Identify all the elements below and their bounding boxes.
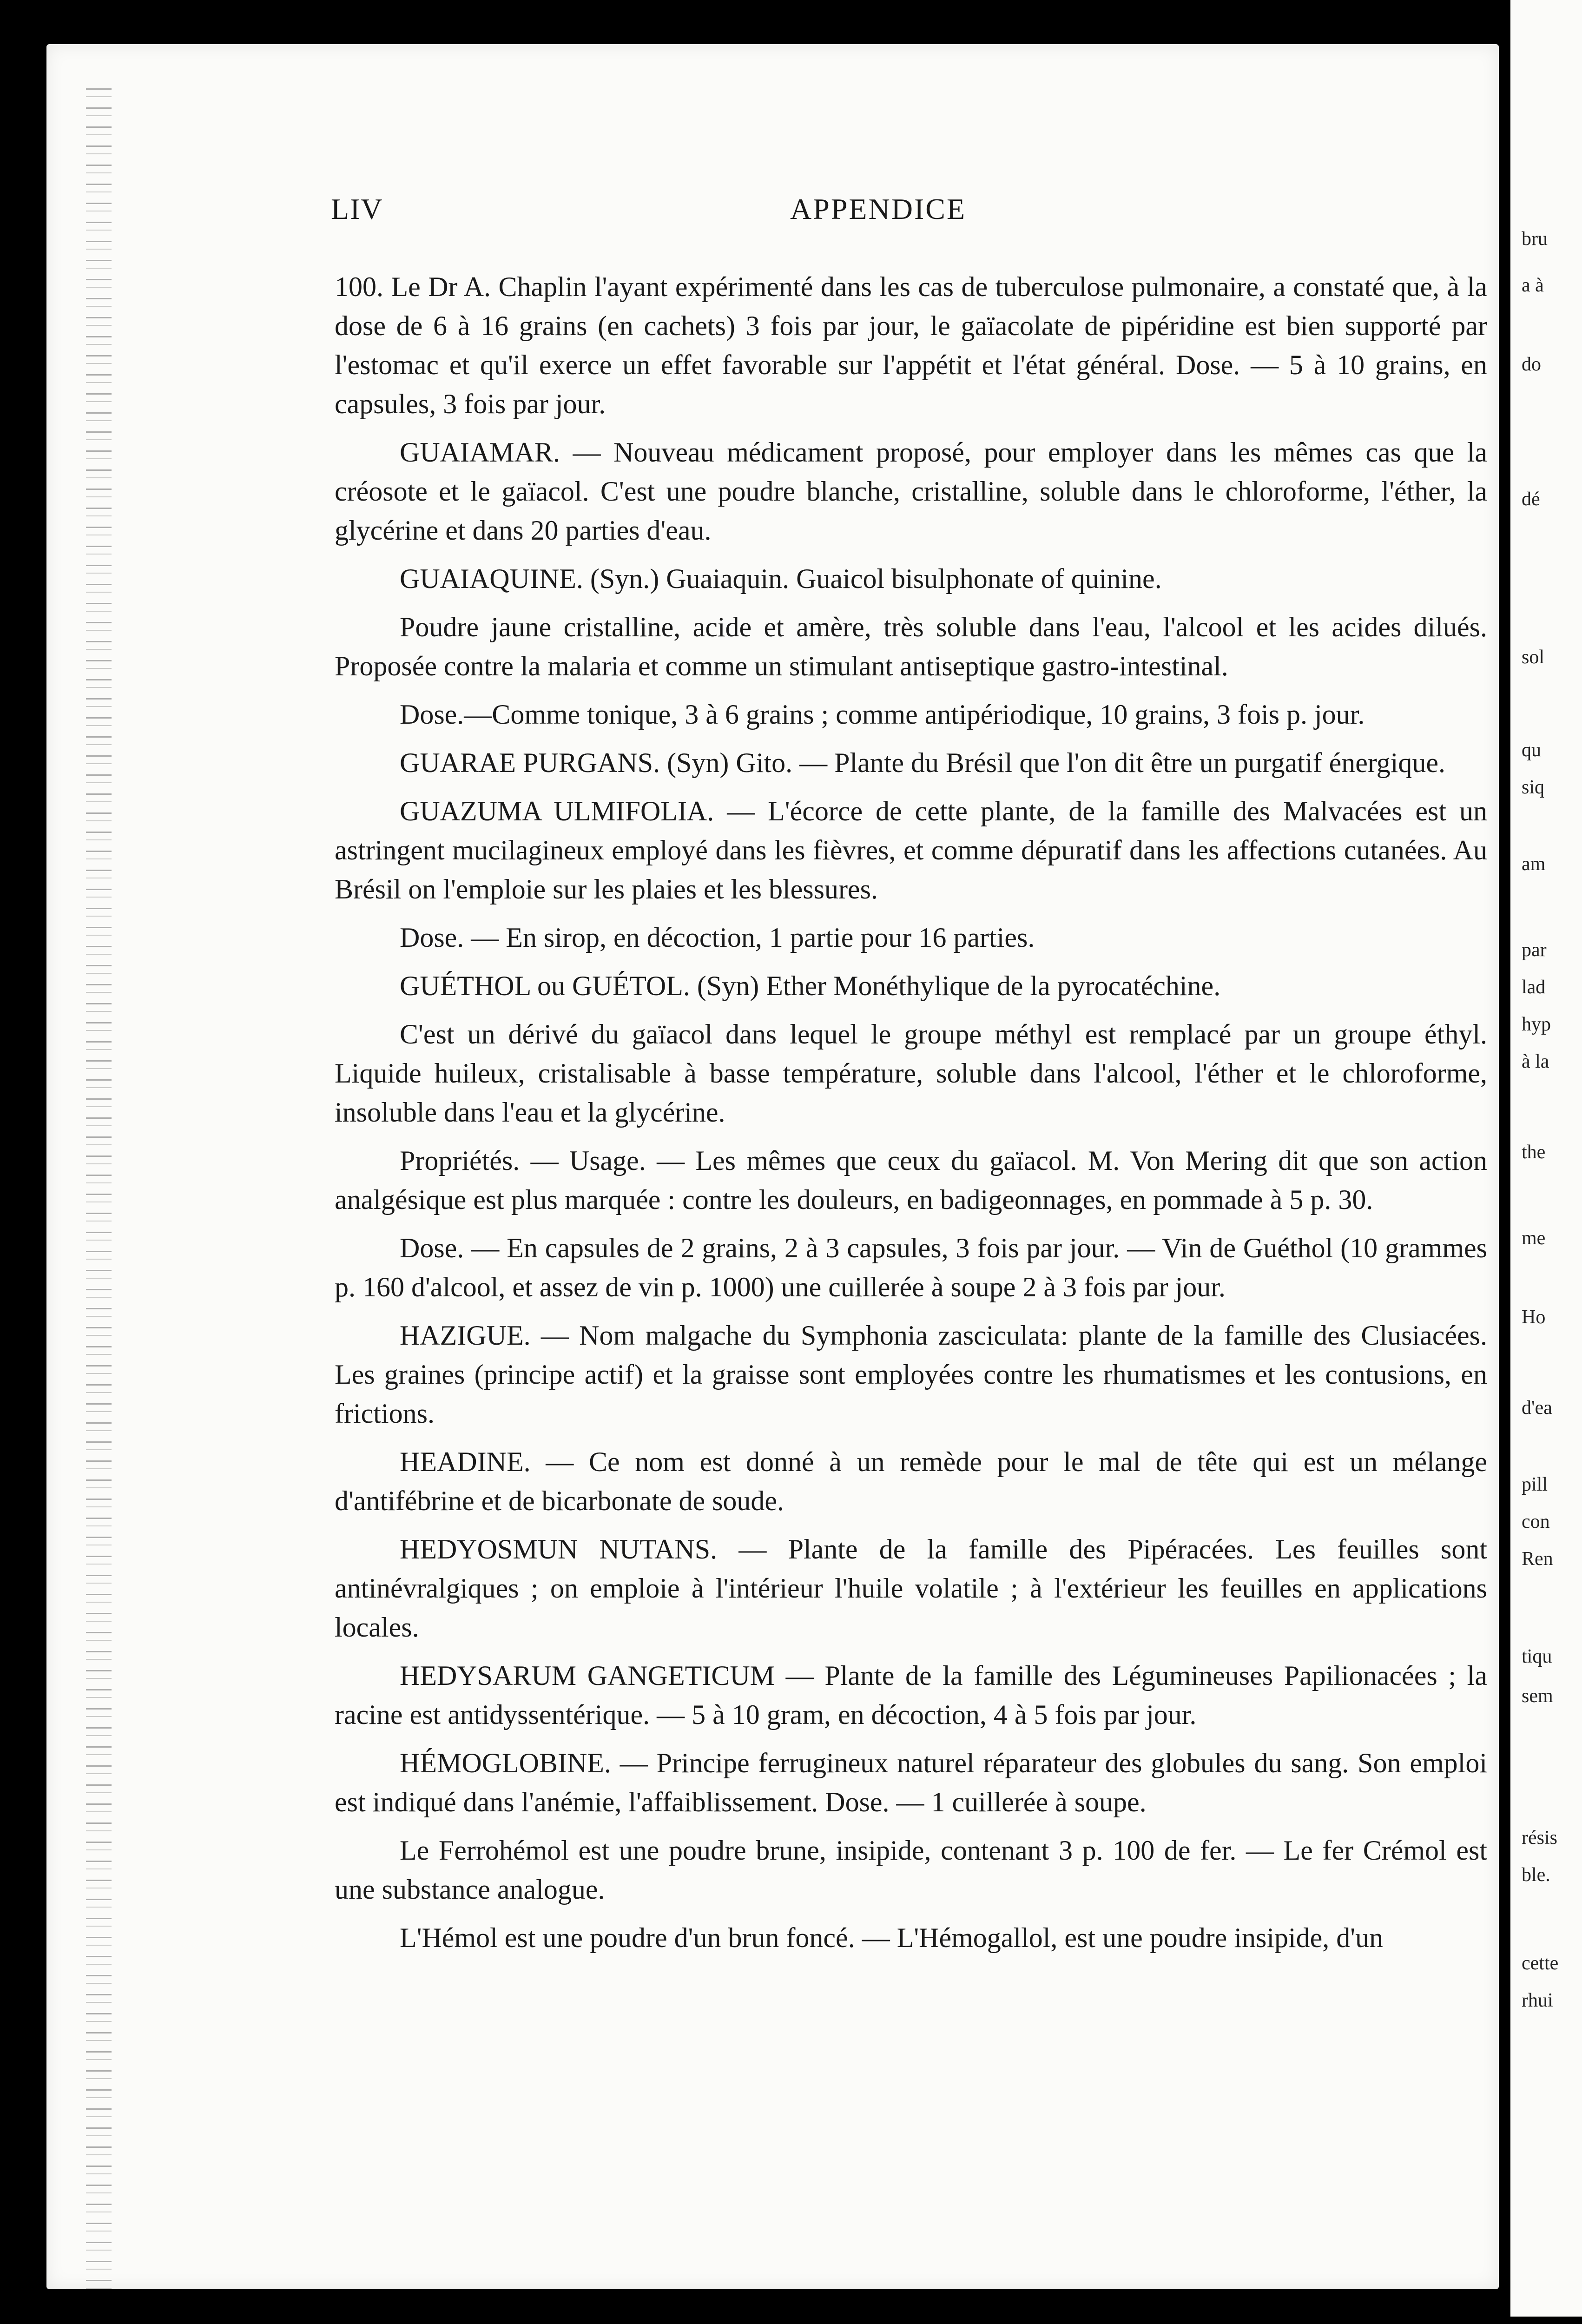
fragment: rhui — [1522, 1990, 1553, 2011]
page-body — [335, 267, 1487, 1967]
paragraph-guaiaquine-desc: Poudre jaune cristalline, acide et amère, très soluble dans l'eau, l'alcool et les acides dilués. Proposée contre la malaria et comme un stimulant antiseptique gastro-intestinal. — [335, 612, 1487, 681]
paragraph-ferrohemol: Le Ferrohémol est une poudre brune, insipide, contenant 3 p. 100 de fer. — Le fer Crémol est une substance analogue. — [335, 1835, 1487, 1905]
fragment: résis — [1522, 1827, 1557, 1849]
fragment: hyp — [1522, 1014, 1551, 1035]
fragment: tiqu — [1522, 1646, 1552, 1667]
entry-hedysarum: HEDYSARUM GANGETICUM — Plante de la famille des Légumineuses Papilionacées ; la racine est antidyssentérique. — 5 à 10 gram, en décoction, 4 à 5 fois par jour. — [335, 1660, 1487, 1730]
fragment: siq — [1522, 777, 1545, 798]
fragment: the — [1522, 1142, 1546, 1163]
fragment: cette — [1522, 1953, 1559, 1974]
fragment: am — [1522, 853, 1546, 875]
fragment: dé — [1522, 489, 1540, 510]
paragraph-hemol: L'Hémol est une poudre d'un brun foncé. — L'Hémogallol, est une poudre insipide, d'un — [400, 1922, 1384, 1953]
fragment: sol — [1522, 647, 1545, 668]
fragment: d'ea — [1522, 1397, 1552, 1419]
paragraph-guazuma-dose: Dose. — En sirop, en décoction, 1 partie pour 16 parties. — [400, 922, 1035, 953]
entry-hemoglobine: HÉMOGLOBINE. — Principe ferrugineux naturel réparateur des globules du sang. Son emploi est indiqué dans l'anémie, l'affaiblissement. Dose. — 1 cuillerée à soupe. — [335, 1748, 1487, 1817]
page-number: LIV — [331, 192, 383, 225]
page-header — [331, 192, 1487, 229]
fragment: qu — [1522, 739, 1541, 761]
paragraph-guethol-props: Propriétés. — Usage. — Les mêmes que ceux du gaïacol. M. Von Mering dit que son action analgésique est plus marquée : contre les douleurs, en badigeonnages, en pommade à 5 p. 30. — [335, 1145, 1487, 1215]
entry-hazigue: HAZIGUE. — Nom malgache du Symphonia zasciculata: plante de la famille des Clusiacées. Les graines (principe actif) et la graisse sont employées contre les rhumatismes et les contusions, en frictions. — [335, 1320, 1487, 1429]
entry-guarae-purgans: GUARAE PURGANS. (Syn) Gito. — Plante du Brésil que l'on dit être un purgatif énergique. — [400, 747, 1446, 778]
binding-gutter — [86, 88, 112, 2324]
fragment: bru — [1522, 228, 1548, 250]
entry-guaiaquine: GUAIAQUINE. (Syn.) Guaiaquin. Guaicol bisulphonate of quinine. — [400, 563, 1162, 594]
entry-hedyosmun: HEDYOSMUN NUTANS. — Plante de la famille des Pipéracées. Les feuilles sont antinévralgiques ; on emploie à l'intérieur l'huile volatile ; à l'extérieur les feuilles en applications locales. — [335, 1534, 1487, 1643]
fragment: con — [1522, 1511, 1550, 1532]
fragment: ble. — [1522, 1864, 1550, 1886]
fragment: sem — [1522, 1685, 1553, 1707]
fragment: lad — [1522, 977, 1546, 998]
fragment: par — [1522, 939, 1547, 961]
entry-guazuma: GUAZUMA ULMIFOLIA. — L'écorce de cette plante, de la famille des Malvacées est un astringent mucilagineux employé dans les fièvres, et comme dépuratif dans les affections cutanées. Au Brésil on l'emploie sur les plaies et les blessures. — [335, 796, 1487, 905]
paragraph-1: 100. Le Dr A. Chaplin l'ayant expérimenté dans les cas de tuberculose pulmonaire, a constaté que, à la dose de 6 à 16 grains (en cachets) 3 fois par jour, le gaïacolate de pipéridine est bien supporté par l'estomac et qu'il exerce un effet favorable sur l'appétit et l'état général. Dose. — 5 à 10 grains, en capsules, 3 fois par jour. — [335, 271, 1487, 419]
entry-guaiamar: GUAIAMAR. — Nouveau médicament proposé, pour employer dans les mêmes cas que la créosote et le gaïacol. C'est une poudre blanche, cristalline, soluble dans le chloroforme, l'éther, la glycérine et dans 20 parties d'eau. — [335, 437, 1487, 546]
paragraph-guethol-desc: C'est un dérivé du gaïacol dans lequel le groupe méthyl est remplacé par un groupe éthyl. Liquide huileux, cristalisable à basse température, soluble dans l'alcool, l'éther et le chloroforme, insoluble dans l'eau et la glycérine. — [335, 1019, 1487, 1128]
fragment: à la — [1522, 1051, 1549, 1072]
entry-guethol: GUÉTHOL ou GUÉTOL. (Syn) Ether Monéthylique de la pyrocatéchine. — [400, 971, 1221, 1001]
fragment: me — [1522, 1228, 1546, 1249]
fragment: do — [1522, 354, 1541, 375]
paragraph-guethol-dose: Dose. — En capsules de 2 grains, 2 à 3 capsules, 3 fois par jour. — Vin de Guéthol (10 grammes p. 160 d'alcool, et assez de vin p. 1000) une cuillerée à soupe 2 à 3 fois par jour. — [335, 1233, 1487, 1302]
fragment: Ho — [1522, 1307, 1546, 1328]
fragment: pill — [1522, 1474, 1548, 1495]
entry-headine: HEADINE. — Ce nom est donné à un remède pour le mal de tête qui est un mélange d'antifébrine et de bicarbonate de soude. — [335, 1446, 1487, 1516]
facing-page-fragments — [1516, 0, 1582, 2317]
scanned-page — [46, 44, 1499, 2289]
paragraph-guaiaquine-dose: Dose.—Comme tonique, 3 à 6 grains ; comme antipériodique, 10 grains, 3 fois p. jour. — [400, 699, 1365, 730]
fragment: Ren — [1522, 1548, 1553, 1570]
fragment: a à — [1522, 275, 1544, 296]
running-title: APPENDICE — [790, 192, 967, 225]
